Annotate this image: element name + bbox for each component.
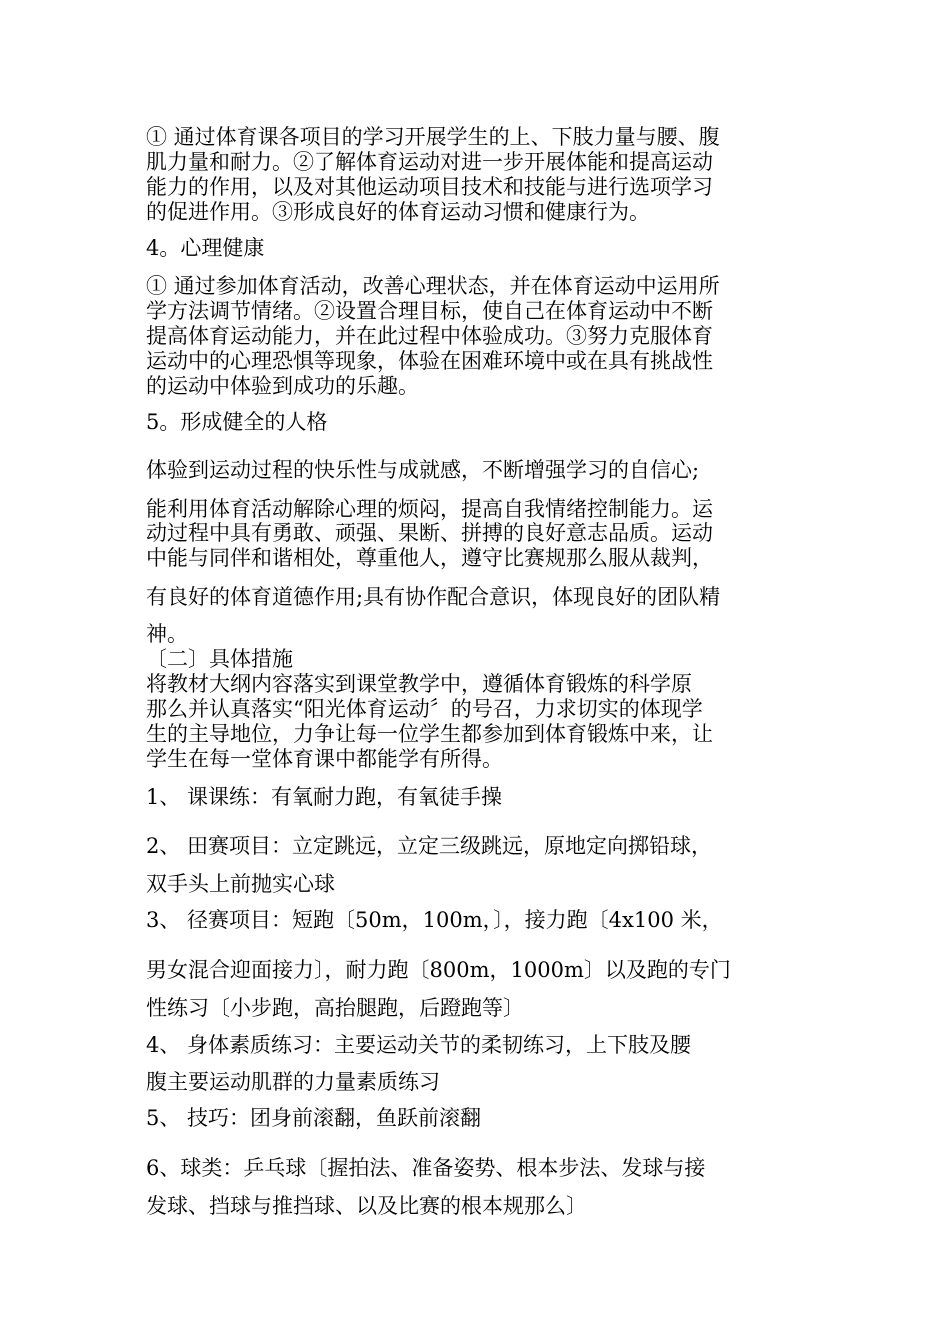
text-line: 肌力量和耐力。②了解体育运动对进一步开展体能和提高运动 (146, 150, 713, 174)
text-line: 提高体育运动能力，并在此过程中体验成功。③努力克服体育 (146, 324, 713, 348)
list-item: 5、 技巧：团身前滚翻，鱼跃前滚翻 (146, 1106, 482, 1130)
list-item: 1、 课课练：有氧耐力跑，有氧徒手操 (146, 785, 503, 809)
text-line: 双手头上前抛实心球 (146, 872, 335, 896)
text-line: 生的主导地位，力争让每一位学生都参加到体育锻炼中来，让 (146, 722, 713, 746)
text-line: 发球、挡球与推挡球、以及比赛的根本规那么〕 (146, 1194, 587, 1218)
list-item: 4、 身体素质练习：主要运动关节的柔韧练习，上下肢及腰 (146, 1033, 692, 1057)
text-line: 男女混合迎面接力〕，耐力跑〔800m，1000m〕以及跑的专门 (146, 958, 731, 982)
list-item: 3、 径赛项目：短跑〔50m，100m，〕，接力跑〔4x100 米， (146, 908, 723, 932)
text-line: 那么并认真落实“阳光体育运动〞的号召，力求切实的体现学 (146, 697, 703, 721)
text-line: 有良好的体育道德作用;具有协作配合意识，体现良好的团队精 (146, 585, 721, 609)
section-heading: 4。心理健康 (146, 236, 265, 260)
text-line: 动过程中具有勇敢、顽强、果断、拼搏的良好意志品质。运动 (146, 521, 713, 545)
section-heading: 5。形成健全的人格 (146, 410, 328, 434)
text-line: ① 通过体育课各项目的学习开展学生的上、下肢力量与腰、腹 (146, 125, 720, 149)
text-line: 性练习〔小步跑，高抬腿跑，后蹬跑等〕 (146, 996, 524, 1020)
text-line: 学方法调节情绪。②设置合理目标，使自己在体育运动中不断 (146, 299, 713, 323)
text-line: 的运动中体验到成功的乐趣。 (146, 374, 419, 398)
list-item: 2、 田赛项目：立定跳远，立定三级跳远，原地定向掷铅球， (146, 834, 713, 858)
section-heading: 〔二〕具体措施 (146, 647, 293, 671)
text-line: 运动中的心理恐惧等现象，体验在困难环境中或在具有挑战性 (146, 349, 713, 373)
text-line: 神。 (146, 622, 188, 646)
text-line: 腹主要运动肌群的力量素质练习 (146, 1070, 440, 1094)
list-item: 6、球类：乒乓球〔握拍法、准备姿势、根本步法、发球与接 (146, 1156, 706, 1180)
text-line: 的促进作用。③形成良好的体育运动习惯和健康行为。 (146, 200, 650, 224)
text-line: 学生在每一堂体育课中都能学有所得。 (146, 747, 503, 771)
text-line: 将教材大纲内容落实到课堂教学中，遵循体育锻炼的科学原 (146, 672, 692, 696)
text-line: 中能与同伴和谐相处，尊重他人，遵守比赛规那么服从裁判， (146, 546, 713, 570)
text-line: 能力的作用，以及对其他运动项目技术和技能与进行选项学习 (146, 175, 713, 199)
text-line: 能利用体育活动解除心理的烦闷，提高自我情绪控制能力。运 (146, 497, 713, 521)
text-line: 体验到运动过程的快乐性与成就感，不断增强学习的自信心; (146, 458, 700, 482)
text-line: ① 通过参加体育活动，改善心理状态，并在体育运动中运用所 (146, 274, 720, 298)
